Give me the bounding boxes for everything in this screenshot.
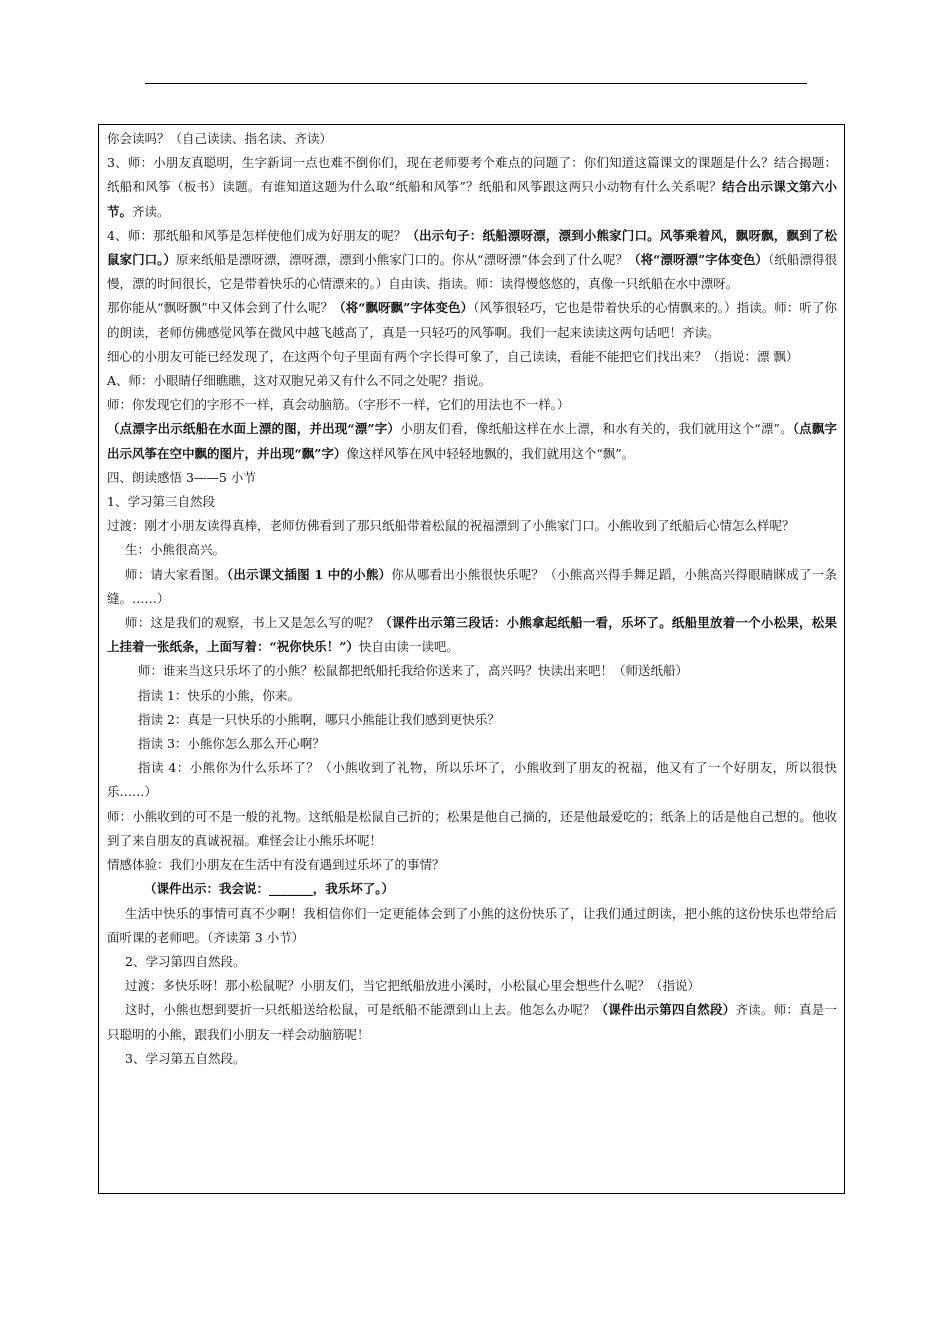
text-run: 师：这是我们的观察，书上又是怎么写的呢？ [125, 615, 380, 631]
paragraph [107, 756, 837, 804]
paragraph [107, 1047, 837, 1071]
text-run: 生活中快乐的事情可真不少啊！我相信你们一定更能体会到了小熊的这份快乐了，让我们通过朗读，把小熊的这份快乐也带给后面听课的老师吧。（齐读第 3 小节） [107, 905, 837, 945]
text-run: 过渡：刚才小朋友读得真棒，老师仿佛看到了那只纸船带着松鼠的祝福漂到了小熊家门口。小熊收到了纸船后心情怎么样呢？ [107, 518, 795, 534]
paragraph [107, 417, 837, 465]
text-run: （风筝很轻巧，它也是带着快乐的心情飘来的。）指读。师：听了你的朗读，老师仿佛感觉风筝在微风中越飞越高了，真是一只轻巧的风筝啊。我们一起来读读这两句话吧！齐读。 [107, 300, 837, 340]
paragraph [107, 805, 837, 853]
text-run: 3、师：小朋友真聪明，生字新词一点也难不倒你们，现在老师要考个难点的问题了：你们知道这篇课文的课题是什么？结合揭题：纸船和风筝（板书）读题。有谁知道这题为什么取“纸船和风筝”？纸船和风筝跟这两只小动物有什么关系呢？ [107, 155, 837, 195]
paragraph [107, 974, 837, 998]
paragraph [107, 296, 837, 344]
paragraph [107, 708, 837, 732]
bold-text-run: （课件出示第四自然段） [595, 1002, 736, 1018]
text-run: 过渡：多快乐呀！那小松鼠呢？小朋友们，当它把纸船放进小溪时，小松鼠心里会想些什么呢？（指说） [125, 978, 701, 994]
text-run: 快自由读一读吧。 [358, 639, 459, 655]
paragraph [107, 684, 837, 708]
text-run: 四、朗读感悟 3——5 小节 [107, 469, 256, 485]
bold-text-run: 结合出示课文第六小节。 [107, 179, 837, 219]
bold-text-run: （课件出示：我会说：_______，我乐坏了。） [144, 881, 395, 897]
bold-text-run: （将“漂呀漂”字体变色） [628, 252, 768, 268]
paragraph [107, 611, 837, 659]
paragraph [107, 369, 837, 393]
paragraph [107, 950, 837, 974]
paragraph [107, 998, 837, 1046]
text-run: 生：小熊很高兴。 [125, 542, 226, 558]
paragraph [107, 732, 837, 756]
text-run: 3、学习第五自然段。 [125, 1050, 246, 1066]
paragraph [107, 224, 837, 297]
text-run: 小朋友们看，像纸船这样在水上漂，和水有关的，我们就用这个“漂”。 [400, 421, 793, 437]
text-run: 那你能从“飘呀飘”中又体会到了什么呢？ [107, 300, 334, 316]
paragraph [107, 514, 837, 538]
text-run: 2、学习第四自然段。 [125, 953, 246, 969]
text-run: 齐读。师：真是一只聪明的小熊，跟我们小朋友一样会动脑筋呢！ [107, 1002, 837, 1042]
text-run: A、师：小眼睛仔细瞧瞧，这对双胞兄弟又有什么不同之处呢？指说。 [107, 373, 492, 389]
text-run: 细心的小朋友可能已经发现了，在这两个句子里面有两个字长得可象了，自己读读，看能不能把它们找出来？（指说：漂 飘） [107, 348, 799, 364]
bold-text-run: （点飘字出示风筝在空中飘的图片，并出现“飘”字） [107, 421, 837, 461]
bold-text-run: （出示句子：纸船漂呀漂，漂到小熊家门口。风筝乘着风，飘呀飘，飘到了松鼠家门口。） [107, 227, 837, 268]
paragraph [107, 902, 837, 950]
text-run: 指读 3：小熊你怎么那么开心啊？ [138, 736, 325, 752]
paragraph [107, 393, 837, 417]
bold-text-run: （将“飘呀飘”字体变色） [333, 300, 474, 316]
paragraph [107, 877, 837, 901]
bold-text-run: （点漂字出示纸船在水面上漂的图，并出现“漂”字） [107, 421, 401, 437]
text-run: 齐读。 [132, 203, 170, 219]
bold-text-run: （出示课文插图 1 中的小熊） [226, 566, 392, 582]
text-run: （纸船漂得很慢，漂的时间很长，它是带着快乐的心情漂来的。）自由读、指读。师：读得慢悠悠的，真像一只纸船在水中漂呀。 [107, 252, 837, 292]
paragraph [107, 466, 837, 490]
paragraph [107, 127, 837, 151]
paragraph [107, 490, 837, 514]
text-run: 师：请大家看图。 [125, 566, 227, 582]
lesson-plan-text [107, 127, 837, 1071]
text-run: 师：小熊收到的可不是一般的礼物。这纸船是松鼠自己折的；松果是他自己摘的，还是他最爱吃的；纸条上的话是他自己想的。他收到了来自朋友的真诚祝福。难怪会让小熊乐坏呢！ [107, 808, 837, 848]
text-run: 指读 1：快乐的小熊，你来。 [138, 687, 300, 703]
text-run: 师：谁来当这只乐坏了的小熊？松鼠都把纸船托我给你送来了，高兴吗？快读出来吧！（师送纸船） [138, 663, 689, 679]
text-run: 原来纸船是漂呀漂，漂呀漂，漂到小熊家门口的。你从“漂呀漂”体会到了什么呢？ [176, 252, 629, 268]
header-rule [145, 83, 807, 84]
text-run: 这时，小熊也想到要折一只纸船送给松鼠，可是纸船不能漂到山上去。他怎么办呢？ [125, 1002, 596, 1018]
paragraph [107, 538, 837, 562]
paragraph [107, 345, 837, 369]
text-run: 指读 4：小熊你为什么乐坏了？（小熊收到了礼物，所以乐坏了，小熊收到了朋友的祝福，他又有了一个好朋友，所以很快乐……） [107, 760, 837, 800]
text-run: 像这样风筝在风中轻轻地飘的，我们就用这个“飘”。 [346, 445, 635, 461]
text-run: 1、学习第三自然段 [107, 494, 215, 510]
text-run: 师：你发现它们的字形不一样，真会动脑筋。（字形不一样，它们的用法也不一样。） [107, 397, 570, 413]
text-run: 4、师：那纸船和风筝是怎样使他们成为好朋友的呢？ [107, 227, 407, 243]
paragraph [107, 151, 837, 224]
paragraph [107, 853, 837, 877]
text-run: 情感体验：我们小朋友在生活中有没有遇到过乐坏了的事情？ [107, 857, 445, 873]
text-run: 指读 2：真是一只快乐的小熊啊，哪只小熊能让我们感到更快乐？ [138, 711, 500, 727]
text-run: 你会读吗？（自己读读、指名读、齐读） [107, 131, 333, 146]
text-run: 你从哪看出小熊很快乐呢？（小熊高兴得手舞足蹈，小熊高兴得眼睛眯成了一条缝。……） [107, 566, 837, 606]
paragraph [107, 659, 837, 683]
paragraph [107, 563, 837, 611]
bold-text-run: （课件出示第三段话：小熊拿起纸船一看，乐坏了。纸船里放着一个小松果，松果上挂着一张纸条，上面写着：“祝你快乐！”） [107, 615, 837, 655]
